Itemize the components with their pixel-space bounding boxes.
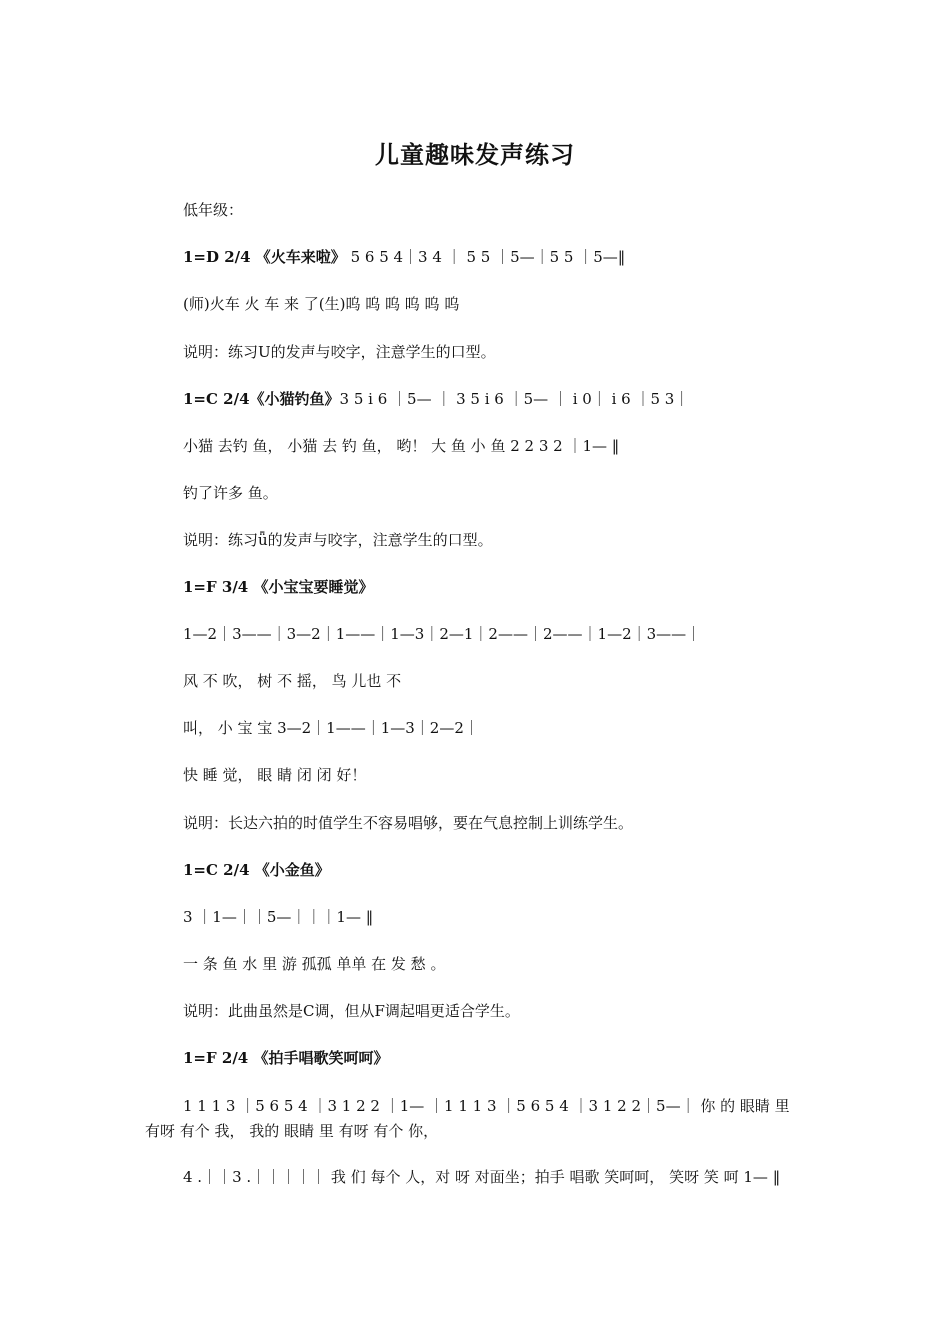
song-title-kitten: 1=C 2/4《小猫钓鱼》 [183, 390, 340, 408]
song-title-clap: 1=F 2/4 《拍手唱歌笑呵呵》 [183, 1049, 389, 1067]
lyrics-train: (师)火车 火 车 来 了(生)呜 呜 呜 呜 呜 呜 [183, 295, 460, 313]
song-title-baby: 1=F 3/4 《小宝宝要睡觉》 [183, 578, 374, 596]
lyrics-kitten-1: 小猫 去钓 鱼， 小猫 去 钓 鱼， 哟！ 大 鱼 小 鱼 2 2 3 2 ｜1— ‖ [183, 437, 620, 455]
note-baby: 说明：长达六拍的时值学生不容易唱够，要在气息控制上训练学生。 [183, 814, 634, 832]
lyrics-kitten-2: 钓了许多 鱼。 [183, 484, 278, 502]
note-goldfish: 说明：此曲虽然是C调，但从F调起唱更适合学生。 [183, 1002, 520, 1020]
song-title-goldfish: 1=C 2/4 《小金鱼》 [183, 861, 330, 879]
song-line-train [183, 247, 625, 267]
notation-lyrics-clap-1: 1 1 1 3 ｜5 6 5 4 ｜3 1 2 2 ｜1— ｜1 1 1 3 ｜5 6 5 4 ｜3 1 2 2｜5—｜ 你 的 眼睛 里 有呀 有个 我， 我的 眼睛 里 有呀 有个 你， [145, 1097, 795, 1140]
notation-kitten: 3 5 i 6 ｜5— ｜ 3 5 i 6 ｜5— ｜ i 0｜ i 6 ｜5 3｜ [339, 390, 690, 408]
page-title: 儿童趣味发声练习 [375, 140, 575, 169]
note-kitten: 说明：练习ǖ的发声与咬字，注意学生的口型。 [183, 531, 493, 549]
lyrics-baby-3: 快 睡 觉， 眼 睛 闭 闭 好！ [183, 766, 367, 784]
lyrics-baby-2: 叫， 小 宝 宝 3—2｜1——｜1—3｜2—2｜ [183, 719, 479, 737]
song-title-train: 1=D 2/4 《火车来啦》 [183, 248, 346, 266]
lyrics-goldfish: 一 条 鱼 水 里 游 孤孤 单单 在 发 愁 。 [183, 955, 446, 973]
lyrics-baby-1: 风 不 吹， 树 不 摇， 鸟 儿也 不 [183, 672, 402, 690]
song-line-kitten [183, 389, 689, 409]
notation-train: 5 6 5 4｜3 4 ｜ 5 5 ｜5—｜5 5 ｜5—‖ [345, 248, 626, 266]
note-train: 说明：练习U的发声与咬字，注意学生的口型。 [183, 343, 496, 361]
notation-baby: 1—2｜3——｜3—2｜1——｜1—3｜2—1｜2——｜2——｜1—2｜3——｜ [183, 625, 702, 643]
notation-lyrics-clap-2: 4 .｜｜3 .｜｜｜｜｜ 我 们 每个 人，对 呀 对面坐；拍手 唱歌 笑呵呵， 笑呀 笑 呵 1— ‖ [183, 1168, 781, 1186]
notation-goldfish: 3 ｜1—｜｜5—｜｜｜1— ‖ [183, 908, 374, 926]
section-label-low-grade: 低年级： [183, 201, 244, 219]
